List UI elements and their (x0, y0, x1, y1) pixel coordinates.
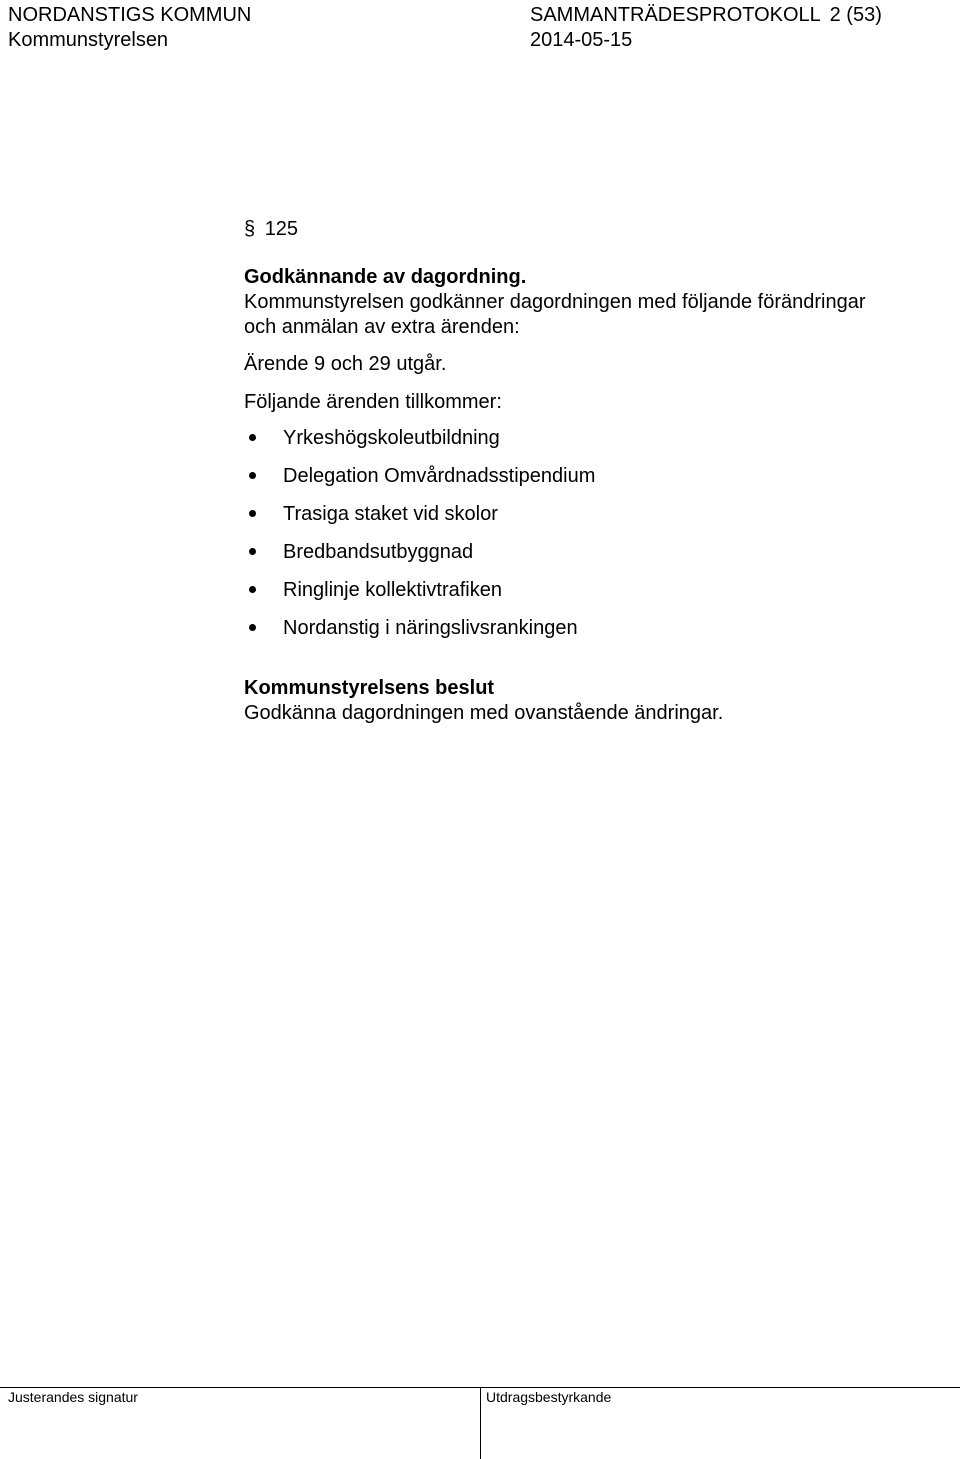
section-heading: Godkännande av dagordning. (244, 266, 527, 288)
list-item-text: Nordanstig i näringslivsrankingen (283, 617, 578, 639)
bullet-icon (249, 586, 256, 593)
list-item-text: Yrkeshögskoleutbildning (283, 427, 500, 449)
protocol-title-text: SAMMANTRÄDESPROTOKOLL (530, 4, 821, 26)
list-item-text: Ringlinje kollektivtrafiken (283, 579, 502, 601)
bullet-icon (249, 510, 256, 517)
list-item-text: Delegation Omvårdnadsstipendium (283, 465, 596, 487)
protocol-title (530, 3, 882, 27)
page-number: 2 (53) (829, 4, 882, 26)
added-items-intro: Följande ärenden tillkommer: (244, 391, 502, 413)
committee-name: Kommunstyrelsen (8, 29, 169, 51)
list-item-text: Trasiga staket vid skolor (283, 503, 498, 525)
meeting-date: 2014-05-15 (530, 29, 633, 51)
removed-items-text: Ärende 9 och 29 utgår. (244, 353, 447, 375)
paragraph-number (244, 217, 298, 241)
bullet-icon (249, 472, 256, 479)
bullet-icon (249, 548, 256, 555)
municipality-name: NORDANSTIGS KOMMUN (8, 4, 252, 26)
section-symbol: § (244, 218, 256, 240)
list-item-text: Bredbandsutbyggnad (283, 541, 474, 563)
certification-field-label: Utdragsbestyrkande (486, 1389, 612, 1405)
footer-column-divider (480, 1387, 481, 1459)
intro-line-2: och anmälan av extra ärenden: (244, 316, 520, 338)
bullet-icon (249, 624, 256, 631)
signature-field-label: Justerandes signatur (8, 1389, 138, 1405)
intro-line-1: Kommunstyrelsen godkänner dagordningen med följande förändringar (244, 291, 866, 313)
decision-heading: Kommunstyrelsens beslut (244, 677, 495, 699)
decision-text: Godkänna dagordningen med ovanstående ändringar. (244, 702, 724, 724)
section-number: 125 (264, 218, 299, 240)
bullet-icon (249, 434, 256, 441)
